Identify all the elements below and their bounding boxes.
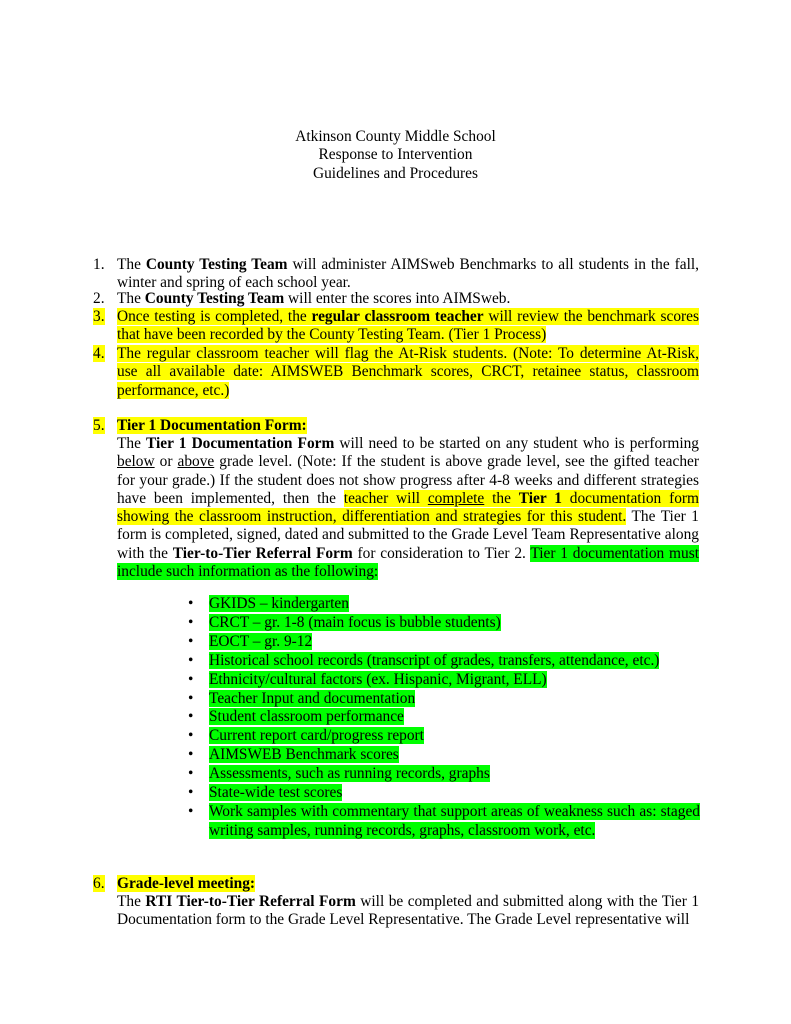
- step-2-text: The County Testing Team will enter the scores into AIMSweb.: [117, 290, 511, 307]
- step-6-heading: Grade-level meeting:: [117, 875, 256, 892]
- bullet-icon: •: [188, 670, 194, 688]
- step-5-paragraph: The Tier 1 Documentation Form will need to be started on any student who is performing below or above grade level. (Note: If the student is above grade level, see the gifted teacher for your grade.) If the student does not show progress after 4-8 weeks and different strategies have been implemented, then the teacher will complete the Tier 1 documentation form showing the classroom instruction, differentiation and strategies for this student. The Tier 1 form is completed, signed, dated and submitted to the Grade Level Team Representative along with the Tier-to-Tier Referral Form for consideration to Tier 2. Tier 1 documentation must include such information as the following:: [117, 435, 700, 581]
- step-6-paragraph: The RTI Tier-to-Tier Referral Form will be completed and submitted along with the Tier 1 Documentation form to the Grade Level Representative. The Grade Level representative will: [117, 893, 700, 929]
- bullet-icon: •: [188, 689, 194, 707]
- step-1-number: 1.: [93, 256, 105, 273]
- school-name: Atkinson County Middle School: [295, 128, 496, 145]
- bullet-icon: •: [188, 632, 194, 650]
- step-4-text: The regular classroom teacher will flag the At-Risk students. (Note: To determine At-Risk, use all available date: AIMSWEB Benchmark scores, CRCT, retainee status, classroom performance, etc.): [117, 345, 699, 399]
- bullet-icon: •: [188, 727, 194, 745]
- list-item: • AIMSWEB Benchmark scores: [188, 746, 399, 764]
- list-item: • Historical school records (transcript of grades, transfers, attendance, etc.): [188, 651, 660, 669]
- bullet-icon: •: [188, 746, 194, 764]
- step-6-number: 6.: [93, 875, 105, 892]
- tier1-documentation-list: [188, 595, 700, 841]
- bullet-icon: •: [188, 613, 194, 631]
- document-title: Guidelines and Procedures: [313, 164, 478, 182]
- program-name: Response to Intervention: [318, 146, 473, 164]
- list-item: • Assessments, such as running records, graphs: [188, 765, 490, 783]
- list-item: • GKIDS – kindergarten: [188, 595, 349, 612]
- list-item: • CRCT – gr. 1-8 (main focus is bubble students): [188, 613, 501, 631]
- step-3-text: Once testing is completed, the regular classroom teacher will review the benchmark scores that have been recorded by the County Testing Team. (Tier 1 Process): [117, 308, 699, 344]
- list-item: • EOCT – gr. 9-12: [188, 632, 313, 650]
- step-5-number: 5.: [93, 417, 105, 434]
- step-4-number: 4.: [93, 345, 105, 362]
- bullet-icon: •: [188, 595, 194, 612]
- list-item: • Teacher Input and documentation: [188, 689, 416, 707]
- list-item: • Ethnicity/cultural factors (ex. Hispanic, Migrant, ELL): [188, 670, 547, 688]
- step-1-text: The County Testing Team will administer AIMSweb Benchmarks to all students in the fall, winter and spring of each school year.: [117, 256, 699, 292]
- bullet-icon: •: [188, 765, 194, 783]
- bullet-icon: •: [188, 802, 194, 820]
- document-header: [0, 128, 791, 183]
- bullet-icon: •: [188, 651, 194, 669]
- bullet-icon: •: [188, 784, 194, 802]
- step-5-heading: Tier 1 Documentation Form:: [117, 417, 307, 434]
- step-3-number: 3.: [93, 308, 105, 325]
- list-item: • Current report card/progress report: [188, 727, 424, 745]
- list-item: • Student classroom performance: [188, 708, 404, 726]
- list-item: • State-wide test scores: [188, 784, 343, 802]
- bullet-icon: •: [188, 708, 194, 726]
- list-item: • Work samples with commentary that support areas of weakness such as: staged writing samples, running records, graphs, classroom work, etc.: [188, 802, 700, 839]
- step-2-number: 2.: [93, 290, 105, 307]
